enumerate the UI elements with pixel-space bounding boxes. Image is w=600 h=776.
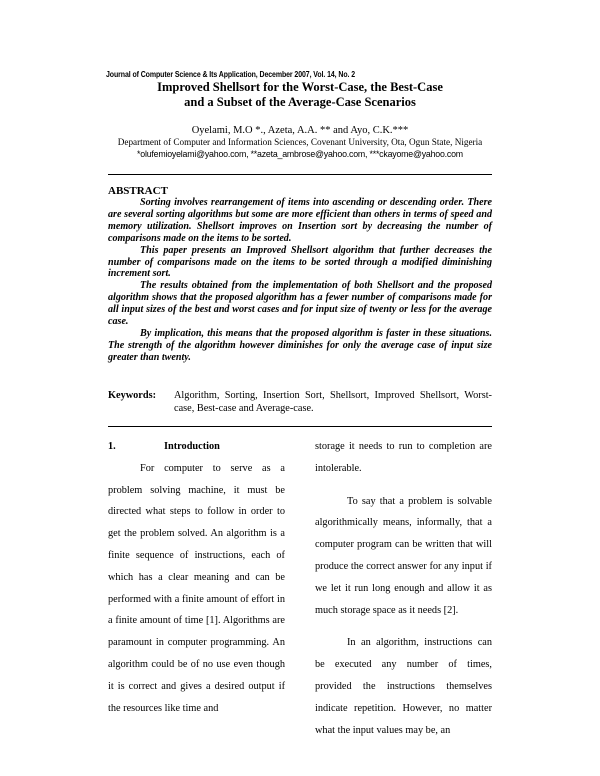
abstract-body — [108, 197, 492, 364]
paper-title-line-2: and a Subset of the Average-Case Scenarios — [184, 95, 416, 109]
abstract-paragraph: Sorting involves rearrangement of items into ascending or descending order. There are several sorting algorithms but some are more efficient than others in terms of speed and memory utilization. Shellsort improves on Insertion sort by decreasing the number of comparisons made on the items to be sorted. — [108, 197, 492, 244]
divider-top — [108, 174, 492, 175]
body-paragraph: For computer to serve as a problem solving machine, it must be directed what steps to follow in order to get the problem solved. An algorithm is a finite sequence of instructions, each of which has a clear meaning and can be performed with a finite amount of effort in a finite amount of time [1]. Algorithms are paramount in computer programming. An algorithm could be of no use even though it is correct and gives a desired output if the resources like time and — [108, 462, 285, 714]
abstract-paragraph: By implication, this means that the proposed algorithm is faster in these situations. The strength of the algorithm however diminishes for only the average case of input size greater than twenty. — [108, 327, 492, 363]
right-column — [315, 436, 492, 741]
journal-header: Journal of Computer Science & Its Application, December 2007, Vol. 14, No. 2 — [106, 69, 356, 79]
body-paragraph: storage it needs to run to completion are intolerable. — [315, 441, 492, 474]
section-number: 1. — [108, 441, 116, 452]
keywords-text: Algorithm, Sorting, Insertion Sort, Shellsort, Improved Shellsort, Worst-case, Best-case and Average-case. — [174, 390, 492, 414]
affiliation: Department of Computer and Information Sciences, Covenant University, Ota, Ogun State, Nigeria — [117, 137, 483, 147]
body-paragraph: To say that a problem is solvable algorithmically means, informally, that a computer program can be written that will produce the correct answer for any input if we let it run long enough and allow it as much storage space as it needs [2]. — [315, 495, 492, 616]
abstract-paragraph: This paper presents an Improved Shellsort algorithm that further decreases the number of comparisons made on the items to be sorted through a modified diminishing increment sort. — [108, 244, 492, 280]
section-heading — [108, 436, 285, 458]
authors: Oyelami, M.O *., Azeta, A.A. ** and Ayo, C.K.*** — [191, 125, 409, 136]
abstract-heading: ABSTRACT — [108, 185, 168, 197]
left-column — [108, 436, 285, 719]
body-paragraph: In an algorithm, instructions can be executed any number of times, provided the instructions themselves indicate repetition. However, no matter what the input values may be, an — [315, 637, 492, 736]
abstract-paragraph: The results obtained from the implementation of both Shellsort and the proposed algorithm shows that the proposed algorithm has a fewer number of comparisons made for all input sizes of the best and worst cases and for input size of twenty or less for the average case. — [108, 280, 492, 328]
divider-bottom — [108, 426, 492, 427]
paper-title-line-1: Improved Shellsort for the Worst-Case, the Best-Case — [157, 80, 443, 94]
author-emails: *olufemioyelami@yahoo.com, **azeta_ambrose@yahoo.com, ***ckayome@yahoo.com — [137, 149, 463, 159]
section-title: Introduction — [164, 441, 220, 452]
keywords-label: Keywords: — [108, 390, 157, 401]
